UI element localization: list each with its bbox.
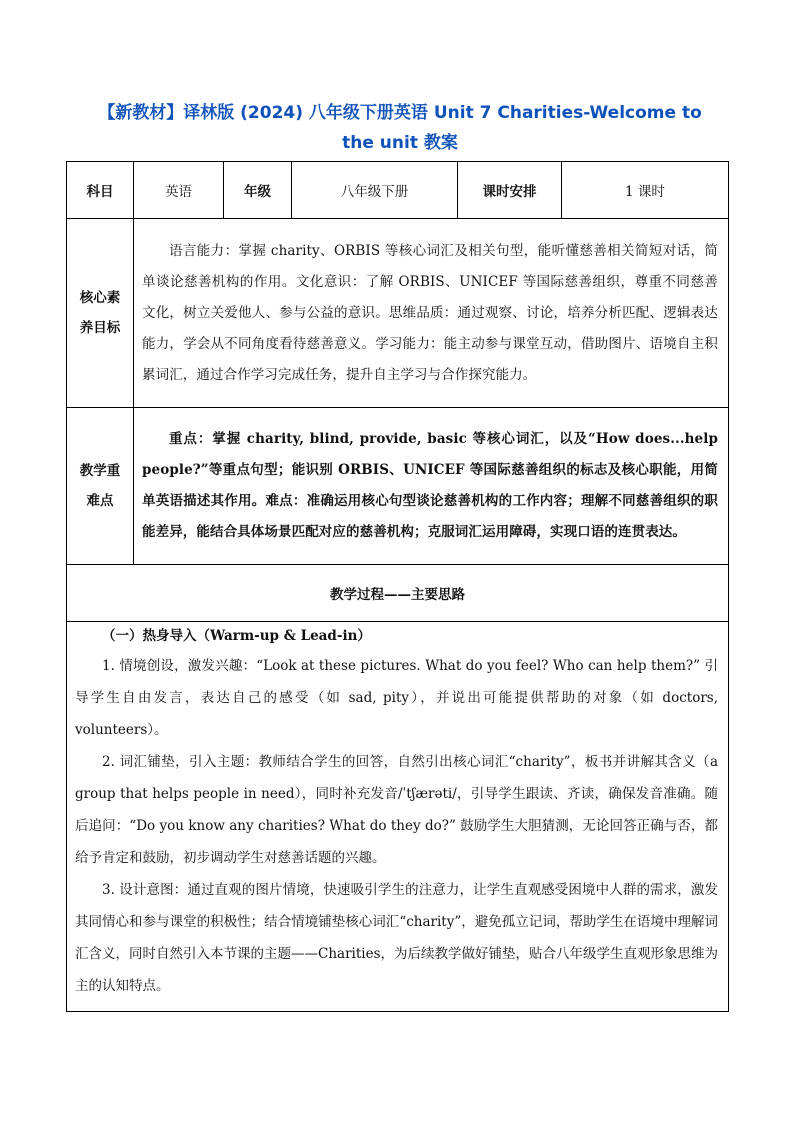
key-points-text: 重点：掌握 charity, blind, provide, basic 等核心词汇，以及“How does...help people?”等重点句型；能识别 ORBIS、UNICEF 等国际慈善组织的标志及核心职能，用简单英语描述其作用。难点：准确运用核心句型谈论慈善机构的工作内容；理解不同慈善组织的职能差异，能结合具体场景匹配对应的慈善机构；克服词汇运用障碍，实现口语的连贯表达。 (142, 431, 718, 540)
core-competency-label (67, 219, 134, 408)
lesson-plan-table (66, 161, 729, 1012)
core-competency-text: 语言能力：掌握 charity、ORBIS 等核心词汇及相关句型，能听懂慈善相关简短对话，简单谈论慈善机构的作用。文化意识：了解 ORBIS、UNICEF 等国际慈善组织，尊重不同慈善文化，树立关爱他人、参与公益的意识。思维品质：通过观察、讨论，培养分析匹配、逻辑表达能力，学会从不同角度看待慈善意义。学习能力：能主动参与课堂互动，借助图片、语境自主积累词汇，通过合作学习完成任务，提升自主学习与合作探究能力。 (142, 242, 718, 383)
process-body-cell (67, 622, 729, 1012)
process-title-row (67, 565, 729, 622)
schedule-label: 课时安排 (458, 162, 562, 219)
key-points-row (67, 408, 729, 565)
process-paragraph-2: 2. 词汇铺垫，引入主题：教师结合学生的回答，自然引出核心词汇“charity”，板书并讲解其含义（a group that helps people in need），同时补充发音/ˈtʃærəti/，引导学生跟读、齐读，确保发音准确。随后追问：“Do you know any charities? What do they do?” 鼓励学生大胆猜测，无论回答正确与否，都给予肯定和鼓励，初步调动学生对慈善话题的兴趣。 (75, 754, 718, 866)
core-label-line2: 养目标 (79, 320, 121, 336)
core-competency-cell (134, 219, 729, 408)
key-points-label-line1: 教学重 (79, 463, 121, 479)
document-title-line2: the unit 教案 (342, 133, 458, 153)
document-title (80, 98, 720, 158)
process-paragraph-3: 3. 设计意图：通过直观的图片情境，快速吸引学生的注意力，让学生直观感受困境中人群的需求，激发其同情心和参与课堂的积极性；结合情境铺垫核心词汇“charity”，避免孤立记词，帮助学生在语境中理解词汇含义，同时自然引入本节课的主题——Charities，为后续教学做好铺垫，贴合八年级学生直观形象思维为主的认知特点。 (75, 882, 719, 994)
grade-value: 八年级下册 (292, 162, 458, 219)
core-competency-row (67, 219, 729, 408)
header-row (67, 162, 729, 219)
core-label-line1: 核心素 (79, 290, 121, 306)
key-points-label-line2: 难点 (86, 493, 114, 509)
key-points-cell (134, 408, 729, 565)
key-points-label (67, 408, 134, 565)
section-heading: （一）热身导入（Warm-up & Lead-in） (102, 628, 371, 644)
subject-label: 科目 (67, 162, 134, 219)
process-title: 教学过程——主要思路 (67, 565, 729, 622)
subject-value: 英语 (134, 162, 224, 219)
process-body-row (67, 622, 729, 1012)
schedule-value: 1 课时 (562, 162, 729, 219)
document-title-line1: 【新教材】译林版 (2024) 八年级下册英语 Unit 7 Charities-Welcome to (98, 103, 702, 123)
process-paragraph-1: 1. 情境创设，激发兴趣：“Look at these pictures. What do you feel? Who can help them?” 引导学生自由发言，表达自己的感受（如 sad, pity），并说出可能提供帮助的对象（如 doctors, volunteers）。 (75, 658, 718, 738)
grade-label: 年级 (224, 162, 292, 219)
